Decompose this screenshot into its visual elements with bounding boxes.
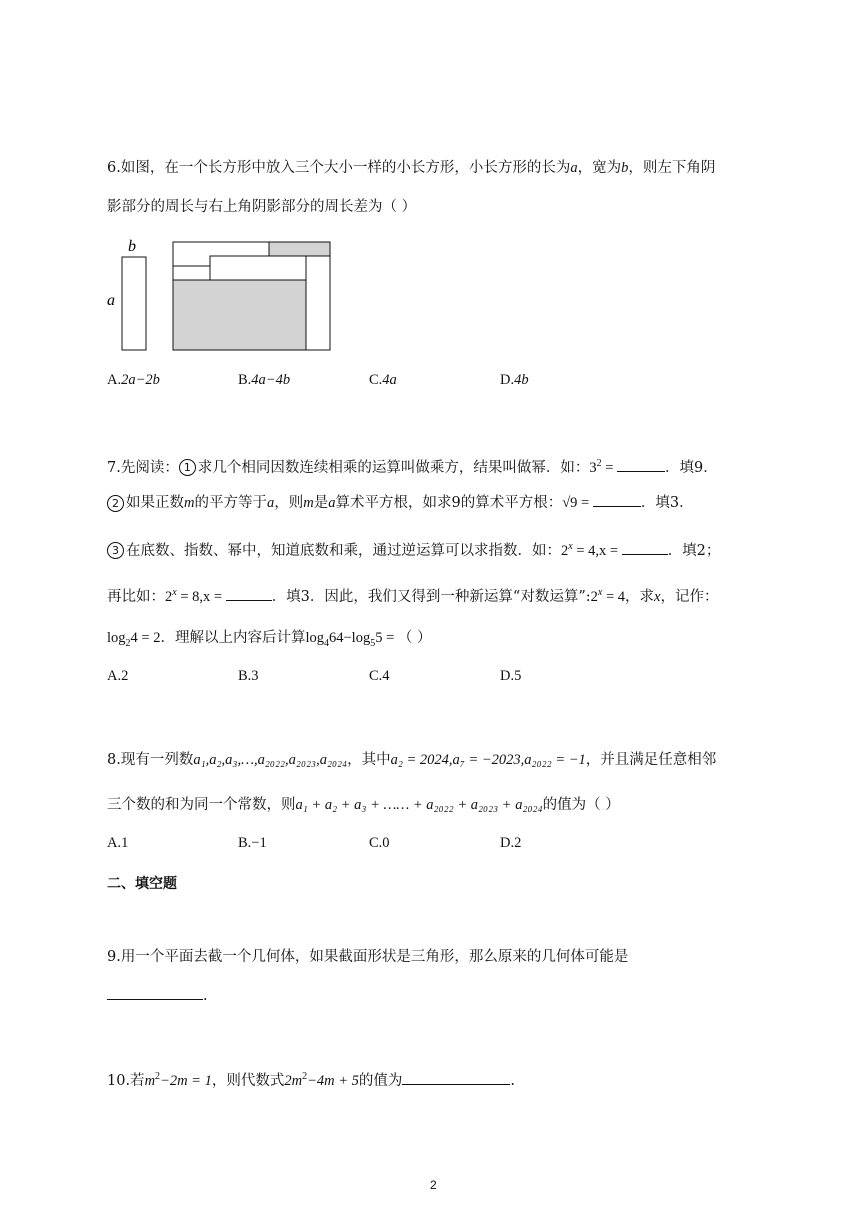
q6-var-a: a: [570, 160, 578, 176]
section-heading: 二、填空题: [107, 876, 177, 892]
q8-option-a: A.1: [107, 835, 129, 851]
q9-line1: 9.用一个平面去截一个几何体，如果截面形状是三角形，那么原来的几何体可能是: [107, 949, 629, 965]
q6-text-a: 6.如图，在一个长方形中放入三个大小一样的小长方形，小长方形的长为: [107, 160, 571, 176]
q6-line2: 影部分的周长与右上角阴影部分的周长差为（ ）: [107, 199, 417, 215]
q6-option-a: A.2a−2b: [107, 372, 160, 388]
blank: [622, 540, 668, 555]
top-right-shaded: [269, 242, 330, 256]
q6-option-b: B.4a−4b: [238, 372, 291, 388]
page-number: 2: [430, 1178, 437, 1192]
blank: [226, 586, 272, 601]
small-rectangle-2: [210, 256, 306, 280]
bottom-left-shaded: [173, 280, 306, 350]
q7-line1: 7.先阅读： 1 求几个相同因数连续相乘的运算叫做乘方，结果叫做幂．如：$3^2$ = ．填9．: [107, 458, 718, 476]
q7-option-a: A.2: [107, 668, 129, 684]
q8-option-c: C.0: [369, 835, 390, 851]
blank: [107, 985, 203, 1000]
blank: [402, 1070, 510, 1085]
q6-figure: [100, 232, 340, 357]
q7-option-c: C.4: [369, 668, 390, 684]
blank: [617, 457, 665, 472]
q7-line5: $\log_24 = 2$．理解以上内容后计算$\log_464-\log_55$ = （ ）: [107, 630, 432, 649]
q7-line4: 再比如：$2^x = 8,x$ = ．填3．因此，我们又得到一种新运算“对数运算$”:2^x = 4$，求x，记作：: [107, 587, 719, 605]
circled-2: 2: [107, 495, 124, 512]
q7-line2: 2 如果正数m的平方等于a，则m是a算术平方根，如求9的算术平方根：√9 = ．填3．: [107, 492, 694, 513]
q6-line1: [107, 158, 715, 178]
q6-option-d: D.4b: [500, 372, 529, 388]
q7-option-b: B.3: [238, 668, 259, 684]
q6-var-b: b: [621, 160, 629, 176]
circled-3: 3: [107, 542, 124, 559]
q6-option-c: C.4a: [369, 372, 397, 388]
q9-line2: .: [107, 985, 208, 1006]
q8-option-d: D.2: [500, 835, 522, 851]
q8-line1: 8.现有一列数a₁,a₂,a₃,…,a₂₀₂₂,a₂₀₂₃,a₂₀₂₄，其中a₂ = 2024,a₇ = −2023,a₂₀₂₂ = −1，并且满足任意相邻: [107, 752, 717, 768]
q8-line2: 三个数的和为同一个常数，则a₁ + a₂ + a₃ + …… + a₂₀₂₂ + a₂₀₂₃ + a₂₀₂₄的值为（ ）: [107, 797, 620, 813]
circled-1: 1: [179, 459, 196, 476]
q7-line3: 3 在底数、指数、幂中，知道底数和乘，通过逆运算可以求指数．如：$2^x = 4,x$ = ．填2；: [107, 537, 720, 561]
blank: [593, 492, 641, 507]
fig-label-a: a: [107, 292, 115, 309]
fig-label-b: b: [128, 238, 136, 255]
q6-text-b: ，宽为: [577, 160, 622, 176]
q6-text-c: ，则左下角阴: [628, 160, 716, 176]
q10-line: 10.若$m^2-2m = 1$，则代数式$2m^2-4m + 5$的值为 .: [107, 1071, 515, 1089]
q7-option-d: D.5: [500, 668, 522, 684]
small-rectangle-standalone: [122, 257, 146, 350]
small-rectangle-3: [306, 256, 330, 350]
q8-option-b: B.−1: [238, 835, 267, 851]
